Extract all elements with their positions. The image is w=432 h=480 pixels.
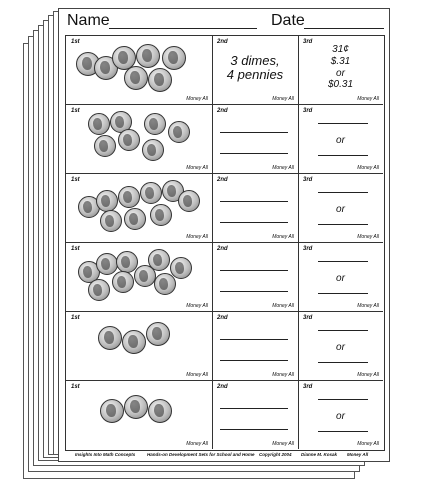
coin-icon [142, 139, 164, 161]
coin-icon [124, 208, 146, 230]
coin-icon [154, 273, 176, 295]
amount-write-line[interactable] [318, 224, 368, 225]
brand-label: Money All [186, 372, 208, 378]
date-write-line[interactable] [304, 28, 384, 29]
coin-icon [148, 68, 172, 92]
column-tag: 2nd [217, 246, 228, 252]
brand-label: Money All [186, 303, 208, 309]
coin-icon [150, 204, 172, 226]
column-tag: 2nd [217, 108, 228, 114]
coin-icon [168, 121, 190, 143]
coins-cell [66, 312, 213, 381]
brand-label: Money All [357, 234, 379, 240]
coin-icon [100, 210, 122, 232]
coin-icon [112, 271, 134, 293]
column-tag: 3rd [303, 108, 313, 114]
footer-author: Dianne M. Kosak [301, 452, 338, 457]
coin-icon [100, 399, 124, 423]
words-cell [212, 312, 299, 381]
amount-cell [298, 105, 383, 174]
column-tag: 3rd [303, 177, 313, 183]
worksheet-page [58, 8, 390, 462]
answer-cents: 31¢ [332, 44, 349, 55]
or-label: or [336, 273, 345, 284]
column-tag: 1st [71, 246, 80, 252]
column-tag: 3rd [303, 384, 313, 390]
amount-cell [298, 381, 383, 449]
coin-icon [88, 113, 110, 135]
coin-icon [162, 46, 186, 70]
words-write-line[interactable] [220, 360, 288, 361]
brand-label: Money All [272, 234, 294, 240]
answer-words-line1: 3 dimes, [230, 53, 280, 68]
footer-copyright: Copyright 2004 [259, 452, 292, 457]
coin-icon [118, 186, 140, 208]
or-label: or [336, 135, 345, 146]
coins-cell [66, 105, 213, 174]
coin-icon [118, 129, 140, 151]
or-label: or [336, 204, 345, 215]
brand-label: Money All [272, 165, 294, 171]
coins-cell [66, 174, 213, 243]
coin-icon [140, 182, 162, 204]
amount-write-line[interactable] [318, 293, 368, 294]
money-grid [65, 35, 385, 451]
amount-write-line[interactable] [318, 399, 368, 400]
grid-row [66, 312, 384, 381]
coins-cell [66, 381, 213, 449]
amount-cell [298, 36, 383, 105]
brand-label: Money All [186, 234, 208, 240]
grid-row [66, 381, 384, 450]
column-tag: 2nd [217, 177, 228, 183]
coin-icon [124, 66, 148, 90]
words-write-line[interactable] [220, 408, 288, 409]
footer-series: Insights Into Math Concepts [75, 452, 136, 457]
amount-cell [298, 174, 383, 243]
words-write-line[interactable] [220, 153, 288, 154]
coin-icon [144, 113, 166, 135]
words-cell [212, 36, 299, 105]
column-tag: 1st [71, 108, 80, 114]
column-tag: 2nd [217, 39, 228, 45]
brand-label: Money All [357, 165, 379, 171]
brand-label: Money All [272, 372, 294, 378]
brand-label: Money All [186, 96, 208, 102]
brand-label: Money All [357, 303, 379, 309]
column-tag: 1st [71, 39, 80, 45]
footer-subtitle: Hands-on Development Sets for School and Home [147, 452, 255, 457]
coin-icon [96, 190, 118, 212]
brand-label: Money All [186, 441, 208, 447]
amount-cell [298, 243, 383, 312]
coin-icon [96, 253, 118, 275]
amount-write-line[interactable] [318, 431, 368, 432]
coin-icon [178, 190, 200, 212]
brand-label: Money All [186, 165, 208, 171]
column-tag: 2nd [217, 384, 228, 390]
or-label: or [336, 411, 345, 422]
amount-write-line[interactable] [318, 330, 368, 331]
amount-write-line[interactable] [318, 123, 368, 124]
amount-write-line[interactable] [318, 261, 368, 262]
coin-icon [88, 279, 110, 301]
grid-row [66, 105, 384, 174]
words-write-line[interactable] [220, 339, 288, 340]
answer-or: or [336, 68, 345, 79]
answer-dollars-full: $0.31 [327, 79, 354, 90]
words-cell [212, 105, 299, 174]
coins-cell [66, 243, 213, 312]
words-cell [212, 174, 299, 243]
brand-label: Money All [357, 372, 379, 378]
column-tag: 1st [71, 384, 80, 390]
column-tag: 1st [71, 315, 80, 321]
answer-words-line2: 4 pennies [226, 67, 284, 82]
name-write-line[interactable] [109, 28, 257, 29]
coin-icon [94, 135, 116, 157]
column-tag: 1st [71, 177, 80, 183]
amount-write-line[interactable] [318, 362, 368, 363]
coin-icon [134, 265, 156, 287]
coin-icon [146, 322, 170, 346]
answer-dollars: $.31 [330, 56, 351, 67]
words-cell [212, 381, 299, 449]
words-write-line[interactable] [220, 270, 288, 271]
coin-icon [170, 257, 192, 279]
worksheet-footer [65, 450, 383, 460]
column-tag: 3rd [303, 39, 313, 45]
words-cell [212, 243, 299, 312]
footer-product: Money All [347, 452, 369, 457]
brand-label: Money All [357, 441, 379, 447]
words-write-line[interactable] [220, 132, 288, 133]
column-tag: 3rd [303, 246, 313, 252]
worksheet-header [59, 9, 389, 33]
grid-row [66, 174, 384, 243]
name-label: Name [67, 12, 110, 29]
brand-label: Money All [272, 441, 294, 447]
words-write-line[interactable] [220, 222, 288, 223]
coin-icon [136, 44, 160, 68]
amount-write-line[interactable] [318, 155, 368, 156]
amount-cell [298, 312, 383, 381]
words-write-line[interactable] [220, 291, 288, 292]
grid-row [66, 36, 384, 105]
words-write-line[interactable] [220, 429, 288, 430]
brand-label: Money All [272, 96, 294, 102]
coin-icon [122, 330, 146, 354]
column-tag: 3rd [303, 315, 313, 321]
coin-icon [124, 395, 148, 419]
brand-label: Money All [357, 96, 379, 102]
or-label: or [336, 342, 345, 353]
words-write-line[interactable] [220, 201, 288, 202]
date-label: Date [271, 12, 305, 29]
column-tag: 2nd [217, 315, 228, 321]
grid-row [66, 243, 384, 312]
coin-icon [148, 399, 172, 423]
brand-label: Money All [272, 303, 294, 309]
amount-write-line[interactable] [318, 192, 368, 193]
coins-cell [66, 36, 213, 105]
coin-icon [98, 326, 122, 350]
